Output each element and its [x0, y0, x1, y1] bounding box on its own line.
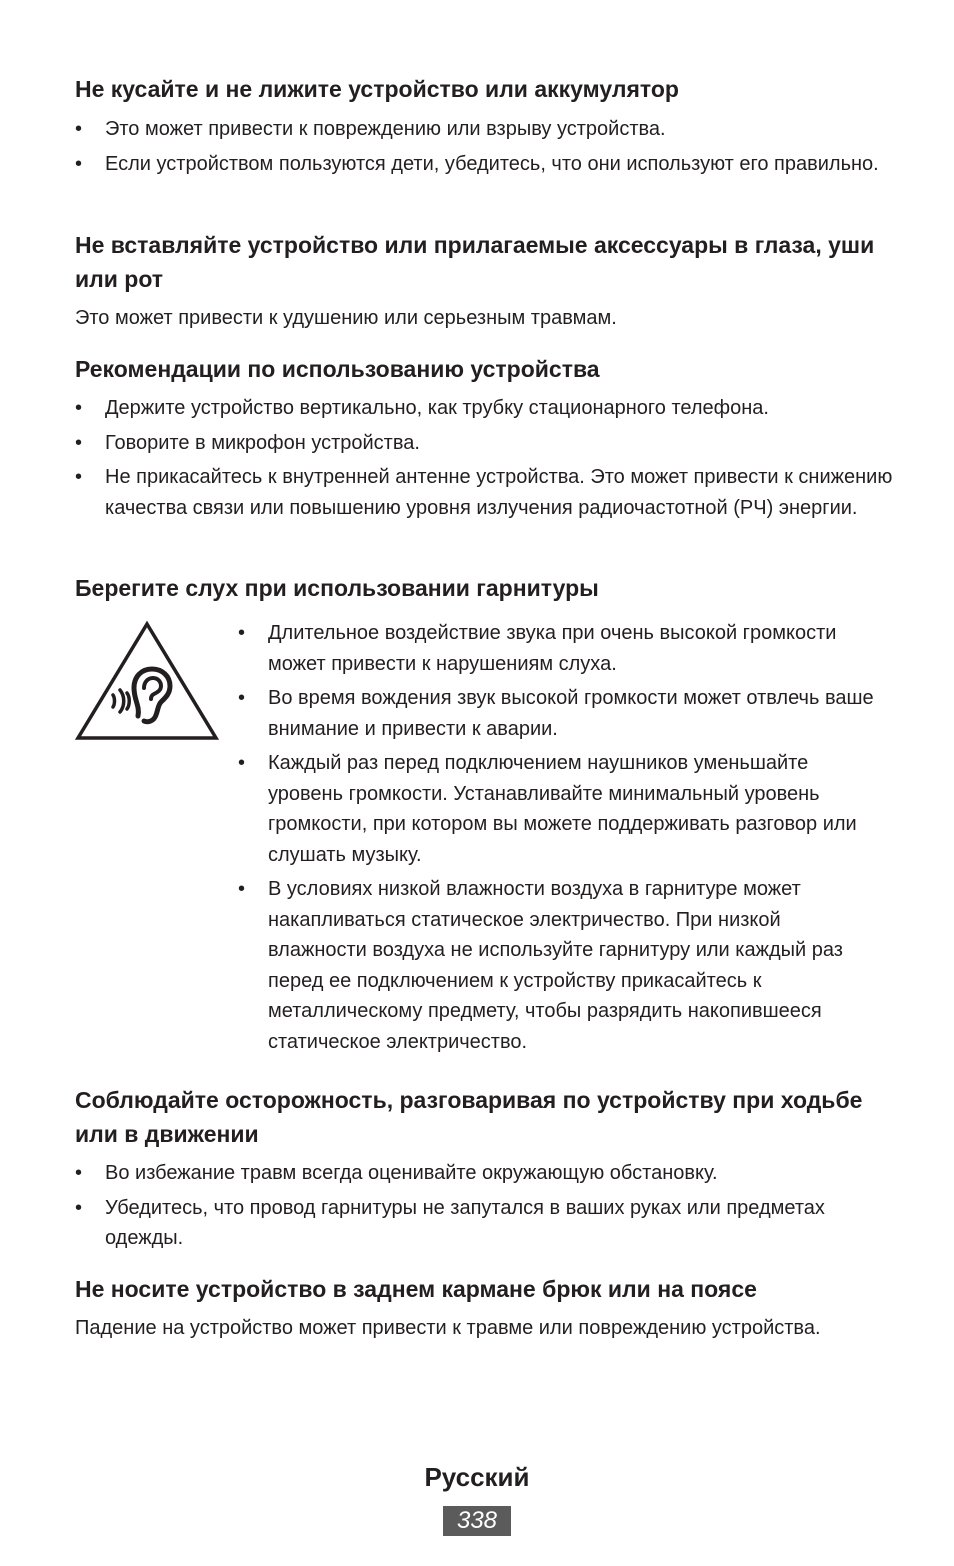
- section-heading-pocket: Не носите устройство в заднем кармане брюк или на поясе: [75, 1276, 757, 1302]
- list-item: • Убедитесь, что провод гарнитуры не запутался в ваших руках или предметах одежды.: [75, 1193, 895, 1254]
- list-item: • Длительное воздействие звука при очень высокой громкости может привести к нарушениям слуха.: [238, 618, 878, 679]
- bullet-list-hearing: [238, 618, 878, 1061]
- list-item: • Если устройством пользуются дети, убедитесь, что они используют его правильно.: [75, 149, 895, 180]
- section-heading-usage: Рекомендации по использованию устройства: [75, 356, 600, 382]
- list-item: • Во время вождения звук высокой громкости может отвлечь ваше внимание и привести к аварии.: [238, 683, 878, 744]
- section-heading-walking: Соблюдайте осторожность, разговаривая по устройству при ходьбе или в движении: [75, 1087, 863, 1147]
- list-item: • Не прикасайтесь к внутренней антенне устройства. Это может привести к снижению качества связи или повышению уровня излучения радиочастотной (РЧ) энергии.: [75, 462, 895, 523]
- list-item: • Держите устройство вертикально, как трубку стационарного телефона.: [75, 393, 895, 424]
- footer-language: Русский: [424, 1462, 530, 1492]
- section-heading-hearing: Берегите слух при использовании гарнитуры: [75, 575, 599, 601]
- list-item: • В условиях низкой влажности воздуха в гарнитуре может накапливаться статическое электричество. При низкой влажности воздуха не используйте гарнитуру или каждый раз перед ее подключением к устройству прикасайтесь к металлическому предмету, чтобы разрядить накопившееся статическое электричество.: [238, 874, 878, 1057]
- bullet-list-bite: [75, 114, 895, 183]
- page-number: 338: [443, 1506, 511, 1536]
- list-item: • Говорите в микрофон устройства.: [75, 428, 895, 459]
- bullet-list-walking: [75, 1158, 895, 1258]
- section-text-eyes-ears-mouth: Это может привести к удушению или серьезным травмам.: [75, 307, 617, 329]
- section-heading-eyes-ears-mouth: Не вставляйте устройство или прилагаемые аксессуары в глаза, уши или рот: [75, 232, 875, 292]
- list-item: • Это может привести к повреждению или взрыву устройства.: [75, 114, 895, 145]
- hearing-warning-icon: [74, 620, 220, 742]
- bullet-list-usage: [75, 393, 895, 527]
- list-item: • Каждый раз перед подключением наушников уменьшайте уровень громкости. Устанавливайте минимальный уровень громкости, при котором вы можете поддерживать разговор или слушать музыку.: [238, 748, 878, 870]
- section-heading-bite: Не кусайте и не лижите устройство или аккумулятор: [75, 76, 679, 102]
- list-item: • Во избежание травм всегда оценивайте окружающую обстановку.: [75, 1158, 895, 1189]
- section-text-pocket: Падение на устройство может привести к травме или повреждению устройства.: [75, 1317, 821, 1339]
